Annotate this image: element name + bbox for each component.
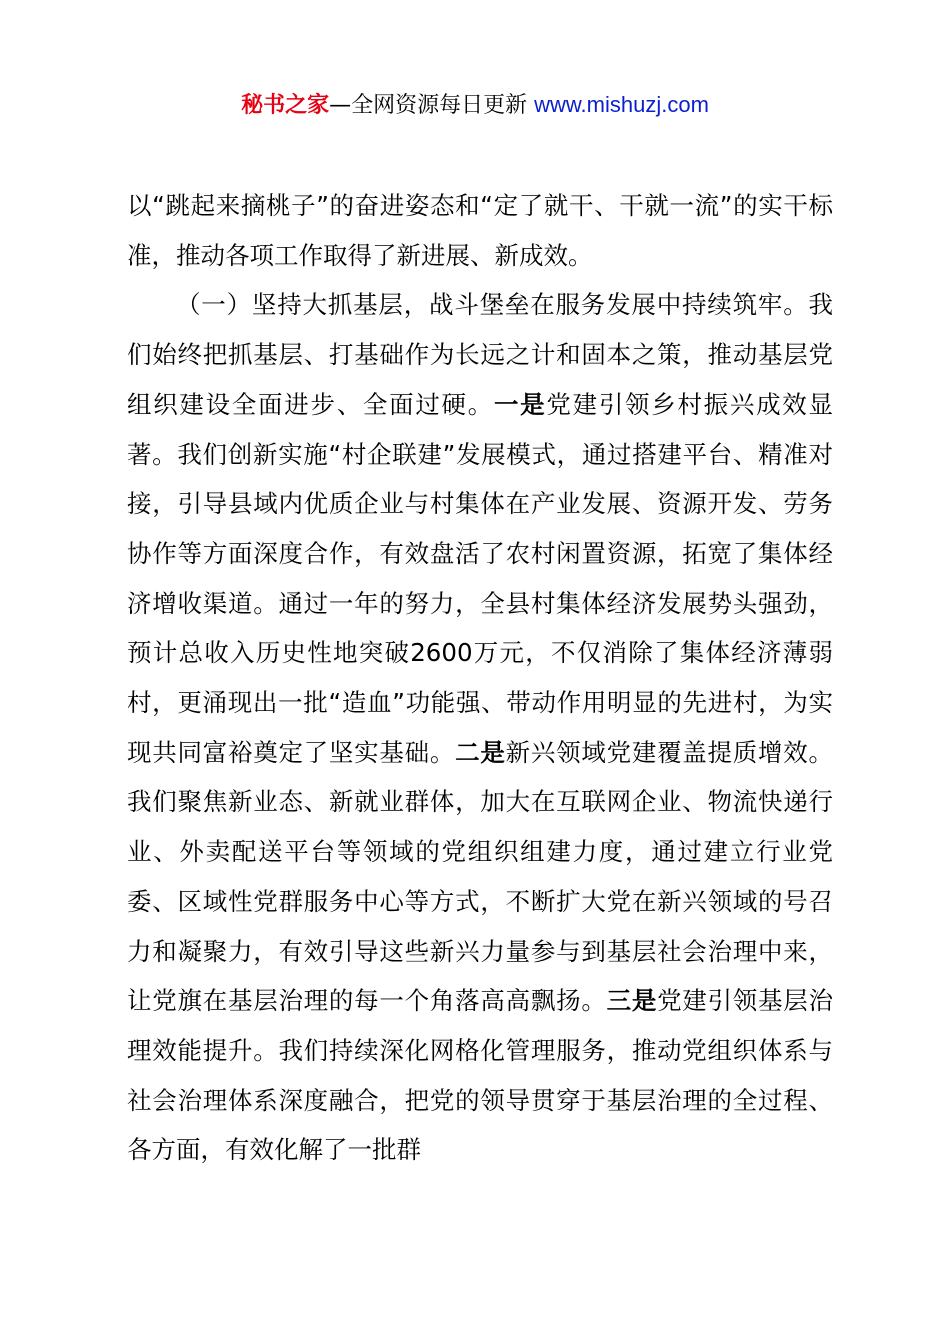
paragraph-2-lead: （一）坚持大抓基层，战斗堡垒在服务发展中持续筑牢。我们始终把抓基层、打基础作为长远之计和固本之策，推动基层党组织建设全面进步、全面过硬。 [127,290,833,419]
paragraph-2-point-3: 党建引领基层治理效能提升。我们持续深化网格化管理服务，推动党组织体系与社会治理体系深度融合，把党的领导贯穿于基层治理的全过程、各方面，有效化解了一批群 [127,986,834,1165]
keyword-third: 三是 [606,986,658,1016]
paragraph-2-point-1: 党建引领乡村振兴成效显著。我们创新实施“村企联建”发展模式，通过搭建平台、精准对接，引导县域内优质企业与村集体在产业发展、资源开发、劳务协作等方面深度合作，有效盘活了农村闲置资源，拓宽了集体经济增收渠道。通过一年的努力，全县村集体经济发展势头强劲，预计总收入历史性地突破2600万元，不仅消除了集体经济薄弱村，更涌现出一批“造血”功能强、带动作用明显的先进村，为实现共同富裕奠定了坚实基础。 [127,389,834,767]
keyword-second: 二是 [455,737,506,767]
keyword-first: 一是 [493,389,547,419]
document-body [127,181,833,1175]
paragraph-2 [127,280,833,1175]
paragraph-2-point-2: 新兴领域党建覆盖提质增效。我们聚焦新业态、新就业群体，加大在互联网企业、物流快递行业、外卖配送平台等领域的党组织组建力度，通过建立行业党委、区域性党群服务中心等方式，不断扩大党在新兴领域的号召力和凝聚力，有效引导这些新兴力量参与到基层社会治理中来，让党旗在基层治理的每一个角落高高飘扬。 [127,737,834,1016]
header-brand: 秘书之家 [241,93,330,118]
paragraph-1: 以“跳起来摘桃子”的奋进姿态和“定了就干、干就一流”的实干标准，推动各项工作取得了新进展、新成效。 [127,191,833,270]
page-header [0,86,950,125]
header-tagline: —全网资源每日更新 [329,93,528,118]
header-url-link[interactable]: www.mishuzj.com [534,92,709,117]
